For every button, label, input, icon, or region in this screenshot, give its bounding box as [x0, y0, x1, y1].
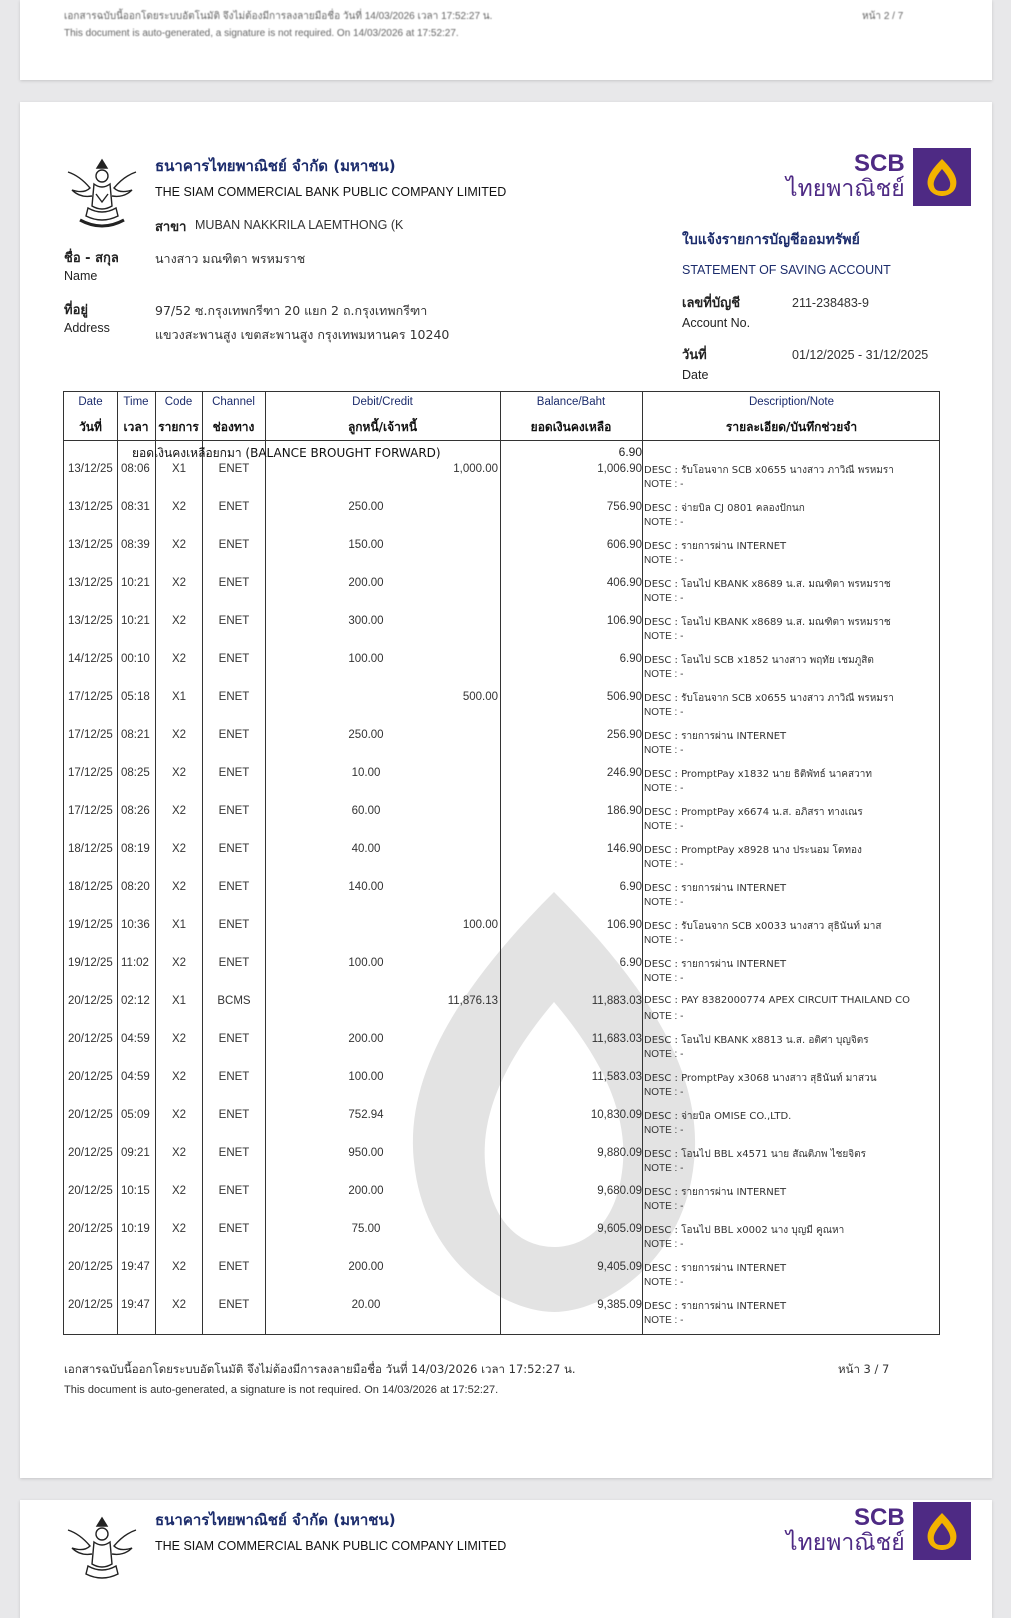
- row-channel: ENET: [218, 1223, 250, 1235]
- row-note: NOTE : -: [644, 1239, 684, 1250]
- row-channel: ENET: [218, 577, 250, 589]
- row-channel: ENET: [218, 1033, 250, 1045]
- account-label-en: Account No.: [682, 316, 751, 330]
- row-note: NOTE : -: [644, 1201, 684, 1212]
- row-date: 20/12/25: [68, 1033, 113, 1045]
- table-row: [64, 878, 941, 916]
- header-time-en: Time: [123, 396, 149, 408]
- statement-title-th: ใบแจ้งรายการบัญชีออมทรัพย์: [682, 232, 860, 248]
- scb-lotus-icon: [913, 148, 971, 206]
- row-description: DESC : จ่ายบิล OMISE CO.,LTD.: [644, 1111, 792, 1122]
- row-debit: 100.00: [348, 957, 384, 969]
- row-note: NOTE : -: [644, 479, 684, 490]
- row-description: DESC : PromptPay x8928 นาง ประนอม โตทอง: [644, 845, 862, 856]
- row-debit: 250.00: [348, 729, 384, 741]
- row-date: 20/12/25: [68, 1299, 113, 1311]
- table-row: [64, 1220, 941, 1258]
- row-debit: 950.00: [348, 1147, 384, 1159]
- row-balance: 6.90: [619, 957, 642, 969]
- row-debit: 60.00: [351, 805, 381, 817]
- row-debit: 200.00: [348, 1185, 384, 1197]
- garuda-emblem-icon: [64, 154, 140, 234]
- header-debit-credit-en: Debit/Credit: [352, 396, 413, 408]
- scb-logo: [786, 148, 971, 206]
- row-balance: 11,683.03: [591, 1033, 642, 1045]
- row-balance: 1,006.90: [597, 463, 642, 475]
- row-code: X2: [171, 1033, 187, 1045]
- row-date: 17/12/25: [68, 805, 113, 817]
- row-time: 04:59: [121, 1033, 150, 1045]
- row-time: 08:21: [121, 729, 150, 741]
- row-balance: 106.90: [606, 615, 642, 627]
- row-date: 18/12/25: [68, 843, 113, 855]
- row-date: 13/12/25: [68, 501, 113, 513]
- scb-logo-thai: ไทยพาณิชย์: [786, 176, 905, 202]
- row-date: 20/12/25: [68, 1185, 113, 1197]
- row-credit: 11,876.13: [447, 995, 498, 1007]
- row-note: NOTE : -: [644, 821, 684, 832]
- row-credit: 1,000.00: [453, 463, 498, 475]
- address-label-th: ที่อยู่: [64, 303, 88, 318]
- row-code: X2: [171, 881, 187, 893]
- bank-name-en: THE SIAM COMMERCIAL BANK PUBLIC COMPANY LIMITED: [155, 1539, 507, 1553]
- branch-value: MUBAN NAKKRILA LAEMTHONG (K: [195, 218, 404, 232]
- row-balance: 11,583.03: [591, 1071, 642, 1083]
- account-number: 211-238483-9: [792, 296, 869, 310]
- name-label-en: Name: [64, 269, 98, 283]
- row-balance: 256.90: [606, 729, 642, 741]
- statement-title-en: STATEMENT OF SAVING ACCOUNT: [682, 263, 891, 277]
- row-date: 20/12/25: [68, 1261, 113, 1273]
- row-time: 08:26: [121, 805, 150, 817]
- scb-logo-text: SCB: [854, 1504, 905, 1531]
- row-channel: ENET: [218, 1299, 250, 1311]
- table-row: [64, 764, 941, 802]
- row-code: X2: [171, 805, 187, 817]
- row-date: 13/12/25: [68, 577, 113, 589]
- header-channel-en: Channel: [212, 396, 255, 408]
- row-code: X2: [171, 1299, 187, 1311]
- row-date: 14/12/25: [68, 653, 113, 665]
- row-time: 10:36: [121, 919, 150, 931]
- row-balance: 10,830.09: [590, 1109, 642, 1121]
- date-label-th: วันที่: [682, 348, 707, 363]
- row-description: DESC : รายการผ่าน INTERNET: [644, 1263, 787, 1274]
- row-channel: ENET: [218, 501, 250, 513]
- row-credit: 500.00: [462, 691, 498, 703]
- row-balance: 9,680.09: [597, 1185, 642, 1197]
- row-channel: ENET: [218, 881, 250, 893]
- row-time: 08:20: [121, 881, 150, 893]
- row-time: 09:21: [121, 1147, 150, 1159]
- row-credit: 100.00: [462, 919, 498, 931]
- table-row: [64, 460, 941, 498]
- row-time: 11:02: [121, 957, 149, 969]
- table-row: [64, 1182, 941, 1220]
- brought-forward-label: ยอดเงินคงเหลือยกมา (BALANCE BROUGHT FORWARD): [132, 446, 441, 460]
- row-code: X2: [171, 615, 187, 627]
- row-note: NOTE : -: [644, 631, 684, 642]
- table-row: [64, 1068, 941, 1106]
- row-debit: 752.94: [348, 1109, 384, 1121]
- row-description: DESC : โอนไป BBL x4571 นาย สัณติภพ ไชยจิตร: [644, 1149, 866, 1160]
- table-row: [64, 1258, 941, 1296]
- row-channel: ENET: [218, 919, 250, 931]
- row-code: X2: [171, 577, 187, 589]
- row-debit: 10.00: [351, 767, 381, 779]
- row-note: NOTE : -: [644, 669, 684, 680]
- row-date: 20/12/25: [68, 1071, 113, 1083]
- row-description: DESC : รายการผ่าน INTERNET: [644, 731, 787, 742]
- row-channel: ENET: [218, 805, 250, 817]
- row-time: 10:19: [121, 1223, 150, 1235]
- row-description: DESC : PAY 8382000774 APEX CIRCUIT THAILAND CO: [644, 995, 911, 1006]
- table-row: [64, 992, 941, 1030]
- row-balance: 9,605.09: [597, 1223, 642, 1235]
- row-debit: 100.00: [348, 1071, 384, 1083]
- table-row: [64, 726, 941, 764]
- row-note: NOTE : -: [644, 1049, 684, 1060]
- row-date: 19/12/25: [68, 957, 113, 969]
- row-time: 05:09: [121, 1109, 150, 1121]
- row-note: NOTE : -: [644, 897, 684, 908]
- table-row: [64, 536, 941, 574]
- row-debit: 200.00: [348, 1033, 384, 1045]
- date-label-en: Date: [682, 368, 709, 382]
- bank-name-en: THE SIAM COMMERCIAL BANK PUBLIC COMPANY LIMITED: [155, 185, 507, 199]
- row-channel: ENET: [218, 691, 250, 703]
- row-debit: 300.00: [348, 615, 384, 627]
- row-channel: ENET: [218, 653, 250, 665]
- header-date-en: Date: [78, 396, 103, 408]
- row-balance: 9,385.09: [597, 1299, 642, 1311]
- row-code: X1: [171, 691, 187, 703]
- table-row: [64, 1106, 941, 1144]
- row-date: 17/12/25: [68, 729, 113, 741]
- row-date: 13/12/25: [68, 615, 113, 627]
- row-date: 20/12/25: [68, 1223, 113, 1235]
- row-description: DESC : โอนไป KBANK x8689 น.ส. มณฑิตา พรหมราช: [644, 617, 891, 628]
- row-time: 10:21: [121, 577, 150, 589]
- footer-note-th: เอกสารฉบับนี้ออกโดยระบบอัตโนมัติ จึงไม่ต้องมีการลงลายมือชื่อ วันที่ 14/03/2026 เวลา 17:52:27 น.: [64, 1362, 576, 1376]
- row-balance: 506.90: [606, 691, 642, 703]
- row-time: 08:31: [121, 501, 150, 513]
- row-description: DESC : โอนไป BBL x0002 นาง บุญมี คูณหา: [644, 1225, 845, 1236]
- account-label-th: เลขที่บัญชี: [682, 296, 741, 311]
- row-time: 08:19: [121, 843, 150, 855]
- row-description: DESC : PromptPay x1832 นาย ธิติพัทธ์ นาคสวาท: [644, 769, 872, 780]
- row-date: 17/12/25: [68, 767, 113, 779]
- header-balance-th: ยอดเงินคงเหลือ: [530, 420, 612, 434]
- previous-page: [20, 0, 992, 80]
- row-channel: BCMS: [217, 995, 251, 1007]
- row-note: NOTE : -: [644, 707, 684, 718]
- table-row: [64, 954, 941, 992]
- row-description: DESC : รับโอนจาก SCB x0655 นางสาว ภาวิณี พรหมรา: [644, 693, 894, 704]
- row-description: DESC : จ่ายบิล CJ 0801 คลองปักนก: [644, 503, 805, 514]
- branch-label: สาขา: [155, 220, 187, 235]
- table-row: [64, 574, 941, 612]
- prev-page-number: หน้า 2 / 7: [862, 11, 904, 22]
- row-note: NOTE : -: [644, 783, 684, 794]
- row-channel: ENET: [218, 1109, 250, 1121]
- table-row: [64, 802, 941, 840]
- table-row: [64, 1296, 941, 1334]
- row-description: DESC : รายการผ่าน INTERNET: [644, 959, 787, 970]
- table-row: [64, 1144, 941, 1182]
- table-row: [64, 688, 941, 726]
- row-code: X2: [171, 1185, 187, 1197]
- row-code: X2: [171, 1071, 187, 1083]
- row-description: DESC : โอนไป SCB x1852 นางสาว พฤทัย เชมภูสิต: [644, 655, 874, 666]
- row-channel: ENET: [218, 615, 250, 627]
- row-debit: 200.00: [348, 1261, 384, 1273]
- row-balance: 246.90: [606, 767, 642, 779]
- row-code: X2: [171, 729, 187, 741]
- brought-forward-value: 6.90: [618, 445, 642, 459]
- row-note: NOTE : -: [644, 859, 684, 870]
- header-debit-credit-th: ลูกหนี้/เจ้าหนี้: [347, 420, 418, 434]
- row-debit: 150.00: [348, 539, 384, 551]
- garuda-emblem-icon: [64, 1512, 140, 1592]
- next-page: [20, 1500, 992, 1618]
- row-note: NOTE : -: [644, 1277, 684, 1288]
- row-code: X2: [171, 653, 187, 665]
- row-description: DESC : PromptPay x3068 นางสาว สุธินันท์ มาสวน: [644, 1073, 877, 1084]
- row-code: X2: [171, 1223, 187, 1235]
- row-description: DESC : รายการผ่าน INTERNET: [644, 883, 787, 894]
- row-code: X2: [171, 539, 187, 551]
- header-code-en: Code: [164, 396, 193, 408]
- row-code: X2: [171, 843, 187, 855]
- row-note: NOTE : -: [644, 555, 684, 566]
- statement-page: [20, 102, 992, 1478]
- address-label-en: Address: [64, 321, 110, 335]
- row-debit: 140.00: [348, 881, 384, 893]
- row-code: X2: [171, 767, 187, 779]
- row-time: 00:10: [121, 653, 150, 665]
- bank-name-th: ธนาคารไทยพาณิชย์ จำกัด (มหาชน): [155, 157, 396, 175]
- row-time: 04:59: [121, 1071, 150, 1083]
- row-date: 13/12/25: [68, 539, 113, 551]
- row-description: DESC : รายการผ่าน INTERNET: [644, 541, 787, 552]
- row-description: DESC : โอนไป KBANK x8813 น.ส. อติศา บุญจิตร: [644, 1035, 869, 1046]
- header-channel-th: ช่องทาง: [212, 420, 255, 434]
- row-code: X2: [171, 1109, 187, 1121]
- footer-note-en: This document is auto-generated, a signature is not required. On 14/03/2026 at 17:52:27.: [64, 1384, 499, 1396]
- row-note: NOTE : -: [644, 517, 684, 528]
- row-balance: 9,405.09: [597, 1261, 642, 1273]
- row-date: 20/12/25: [68, 1147, 113, 1159]
- row-note: NOTE : -: [644, 935, 684, 946]
- scb-lotus-icon: [913, 1502, 971, 1560]
- row-code: X2: [171, 957, 187, 969]
- row-balance: 6.90: [619, 881, 642, 893]
- row-balance: 11,883.03: [591, 995, 642, 1007]
- row-date: 19/12/25: [68, 919, 113, 931]
- account-holder-name: นางสาว มณฑิตา พรหมราช: [155, 251, 306, 266]
- row-debit: 75.00: [351, 1223, 381, 1235]
- row-note: NOTE : -: [644, 1011, 684, 1022]
- row-debit: 200.00: [348, 577, 384, 589]
- page-number: หน้า 3 / 7: [838, 1362, 890, 1376]
- prev-footer-th: เอกสารฉบับนี้ออกโดยระบบอัตโนมัติ จึงไม่ต้องมีการลงลายมือชื่อ วันที่ 14/03/2026 เวลา 17:52:27 น.: [64, 11, 493, 22]
- row-balance: 756.90: [606, 501, 642, 513]
- row-description: DESC : รายการผ่าน INTERNET: [644, 1301, 787, 1312]
- row-balance: 406.90: [606, 577, 642, 589]
- address-line-2: แขวงสะพานสูง เขตสะพานสูง กรุงเทพมหานคร 10240: [155, 327, 450, 342]
- bank-name-th: ธนาคารไทยพาณิชย์ จำกัด (มหาชน): [155, 1511, 396, 1529]
- table-row: [64, 840, 941, 878]
- row-time: 10:21: [121, 615, 150, 627]
- row-debit: 20.00: [351, 1299, 381, 1311]
- row-time: 05:18: [121, 691, 150, 703]
- row-channel: ENET: [218, 539, 250, 551]
- row-channel: ENET: [218, 729, 250, 741]
- scb-logo-text: SCB: [854, 150, 905, 177]
- prev-footer-en: This document is auto-generated, a signature is not required. On 14/03/2026 at 17:52:27.: [64, 28, 459, 39]
- header-code-th: รายการ: [158, 420, 199, 434]
- transactions-table: [63, 391, 940, 1335]
- row-code: X2: [171, 1147, 187, 1159]
- row-channel: ENET: [218, 1261, 250, 1273]
- row-time: 19:47: [121, 1299, 150, 1311]
- row-note: NOTE : -: [644, 593, 684, 604]
- row-time: 02:12: [121, 995, 150, 1007]
- row-date: 17/12/25: [68, 691, 113, 703]
- row-time: 10:15: [121, 1185, 150, 1197]
- row-channel: ENET: [218, 463, 250, 475]
- row-channel: ENET: [218, 1147, 250, 1159]
- scb-logo-thai: ไทยพาณิชย์: [786, 1530, 905, 1556]
- row-balance: 106.90: [606, 919, 642, 931]
- address-line-1: 97/52 ซ.กรุงเทพกรีฑา 20 แยก 2 ถ.กรุงเทพกรีฑา: [155, 303, 428, 318]
- header-date-th: วันที่: [79, 420, 102, 434]
- row-code: X1: [171, 463, 187, 475]
- header-time-th: เวลา: [123, 420, 149, 434]
- row-note: NOTE : -: [644, 1087, 684, 1098]
- row-channel: ENET: [218, 1071, 250, 1083]
- table-row: [64, 612, 941, 650]
- row-code: X2: [171, 1261, 187, 1273]
- row-date: 20/12/25: [68, 995, 113, 1007]
- row-channel: ENET: [218, 767, 250, 779]
- table-row: [64, 1030, 941, 1068]
- row-description: DESC : PromptPay x6674 น.ส. อภิสรา ทางเณร: [644, 807, 863, 818]
- row-debit: 100.00: [348, 653, 384, 665]
- row-balance: 6.90: [619, 653, 642, 665]
- row-time: 08:39: [121, 539, 150, 551]
- row-time: 08:25: [121, 767, 150, 779]
- table-row: [64, 916, 941, 954]
- row-debit: 40.00: [351, 843, 381, 855]
- row-description: DESC : รับโอนจาก SCB x0655 นางสาว ภาวิณี พรหมรา: [644, 465, 894, 476]
- table-row: [64, 650, 941, 688]
- row-balance: 186.90: [606, 805, 642, 817]
- row-channel: ENET: [218, 1185, 250, 1197]
- row-code: X1: [171, 995, 187, 1007]
- header-description-th: รายละเอียด/บันทึกช่วยจำ: [725, 420, 858, 434]
- row-time: 19:47: [121, 1261, 150, 1273]
- row-note: NOTE : -: [644, 973, 684, 984]
- row-description: DESC : รับโอนจาก SCB x0033 นางสาว สุธินันท์ มาส: [644, 921, 882, 932]
- row-description: DESC : รายการผ่าน INTERNET: [644, 1187, 787, 1198]
- row-balance: 9,880.09: [597, 1147, 642, 1159]
- row-date: 13/12/25: [68, 463, 113, 475]
- row-note: NOTE : -: [644, 745, 684, 756]
- scb-logo: [786, 1502, 971, 1560]
- row-channel: ENET: [218, 843, 250, 855]
- row-balance: 146.90: [606, 843, 642, 855]
- row-date: 20/12/25: [68, 1109, 113, 1121]
- row-code: X2: [171, 501, 187, 513]
- statement-date-range: 01/12/2025 - 31/12/2025: [792, 348, 929, 362]
- row-debit: 250.00: [348, 501, 384, 513]
- row-channel: ENET: [218, 957, 250, 969]
- row-note: NOTE : -: [644, 1315, 684, 1326]
- row-time: 08:06: [121, 463, 150, 475]
- header-balance-en: Balance/Baht: [536, 396, 606, 408]
- row-note: NOTE : -: [644, 1125, 684, 1136]
- row-balance: 606.90: [606, 539, 642, 551]
- row-code: X1: [171, 919, 187, 931]
- name-label-th: ชื่อ - สกุล: [64, 251, 119, 266]
- header-description-en: Description/Note: [748, 396, 834, 408]
- table-row: [64, 498, 941, 536]
- row-note: NOTE : -: [644, 1163, 684, 1174]
- row-description: DESC : โอนไป KBANK x8689 น.ส. มณฑิตา พรหมราช: [644, 579, 891, 590]
- row-date: 18/12/25: [68, 881, 113, 893]
